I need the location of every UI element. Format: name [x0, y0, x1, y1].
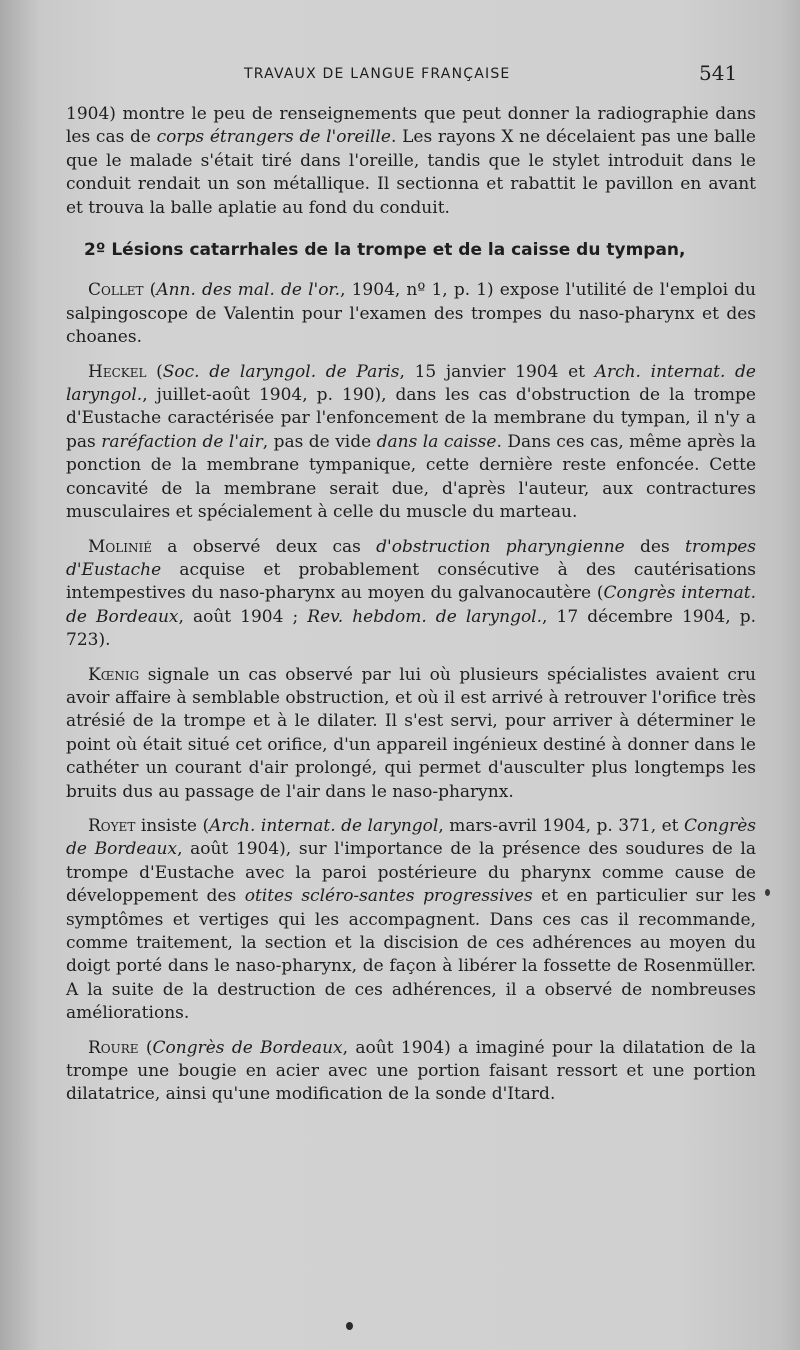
paragraph-heckel: Heckel (Soc. de laryngol. de Paris, 15 janvier 1904 et Arch. internat. de laryngol., juillet-août 1904, p. 190), dans les cas d'obstruction de la trompe d'Eustache caractérisée par l'enfoncement de la membrane du tympan, il n'y a pas raréfaction de l'air, pas de vide dans la caisse. Dans ces cas, même après la ponction de la membrane tympanique, cette dernière reste enfoncée. Cette concavité de la membrane serait due, d'après l'auteur, aux contractures musculaires et spécialement à celle du muscle du marteau.	[66, 361, 757, 523]
author-name: Collet	[88, 280, 144, 301]
section-heading: 2º Lésions catarrhales de la trompe et de la caisse du tympan,	[84, 240, 686, 261]
paragraph-royet: Royet insiste (Arch. internat. de laryngol, mars-avril 1904, p. 371, et Congrès de Bordeaux, août 1904), sur l'importance de la présence des soudures de la trompe d'Eustache avec la paroi postérieure du pharynx comme cause de développement des otites scléro-santes progressives et en particulier sur les symptômes et vertiges qui les accompagnent. Dans ces cas il recommande, comme traitement, la section et la discision de ces adhérences au moyen du doigt porté dans le naso-pharynx, de façon à libérer la fossette de Rosenmüller. A la suite de la destruction de ces adhérences, il a observé de nombreuses améliorations.	[66, 815, 756, 1024]
author-name: Royet	[88, 815, 136, 836]
author-name: Kœnig	[88, 664, 140, 685]
author-name: Roure	[88, 1037, 139, 1058]
paragraph-molinie: Molinié a observé deux cas d'obstruction pharyngienne des trompes d'Eustache acquise et probablement consécutive à des cautérisations intempestives du naso-pharynx au moyen du galvanocautère (Congrès internat. de Bordeaux, août 1904 ; Rev. hebdom. de laryngol., 17 décembre 1904, p. 723).	[66, 536, 756, 651]
page-number: 541	[699, 61, 738, 85]
body-text	[66, 103, 756, 1107]
page-bottom-mark	[346, 1322, 353, 1330]
paragraph-radiography: 1904) montre le peu de renseignements que peut donner la radiographie dans les cas de corps étrangers de l'oreille. Les rayons X ne décelaient pas une balle que le malade s'était tiré dans l'oreille, tandis que le stylet introduit dans le conduit rendait un son métallique. Il sectionna et rabattit le pavillon en avant et trouva la balle aplatie au fond du conduit.	[66, 104, 756, 218]
paragraph-roure: Roure (Congrès de Bordeaux, août 1904) a imaginé pour la dilatation de la trompe une bougie en acier avec une portion faisant ressort et une portion dilatatrice, ainsi qu'une modification de la sonde d'Itard.	[66, 1037, 756, 1105]
paragraph-koenig: Kœnig signale un cas observé par lui où plusieurs spécialistes avaient cru avoir affaire à semblable obstruction, et où il est arrivé à retrouver l'orifice très atrésié de la trompe et à le dilater. Il s'est servi, pour arriver à déterminer le point où était situé cet orifice, d'un appareil ingénieux destiné à donner dans le cathéter un courant d'air prolongé, qui permet d'ausculter plus longtemps les bruits dus au passage de l'air dans le naso-pharynx.	[66, 664, 756, 802]
margin-ink-mark	[765, 889, 770, 896]
running-title: TRAVAUX DE LANGUE FRANÇAISE	[244, 66, 511, 82]
author-name: Heckel	[88, 361, 147, 382]
page-header	[0, 60, 800, 90]
author-name: Molinié	[88, 536, 152, 557]
paragraph-collet: Collet (Ann. des mal. de l'or., 1904, nº 1, p. 1) expose l'utilité de l'emploi du salpingoscope de Valentin pour l'examen des trompes du naso-pharynx et des choanes.	[66, 280, 756, 348]
